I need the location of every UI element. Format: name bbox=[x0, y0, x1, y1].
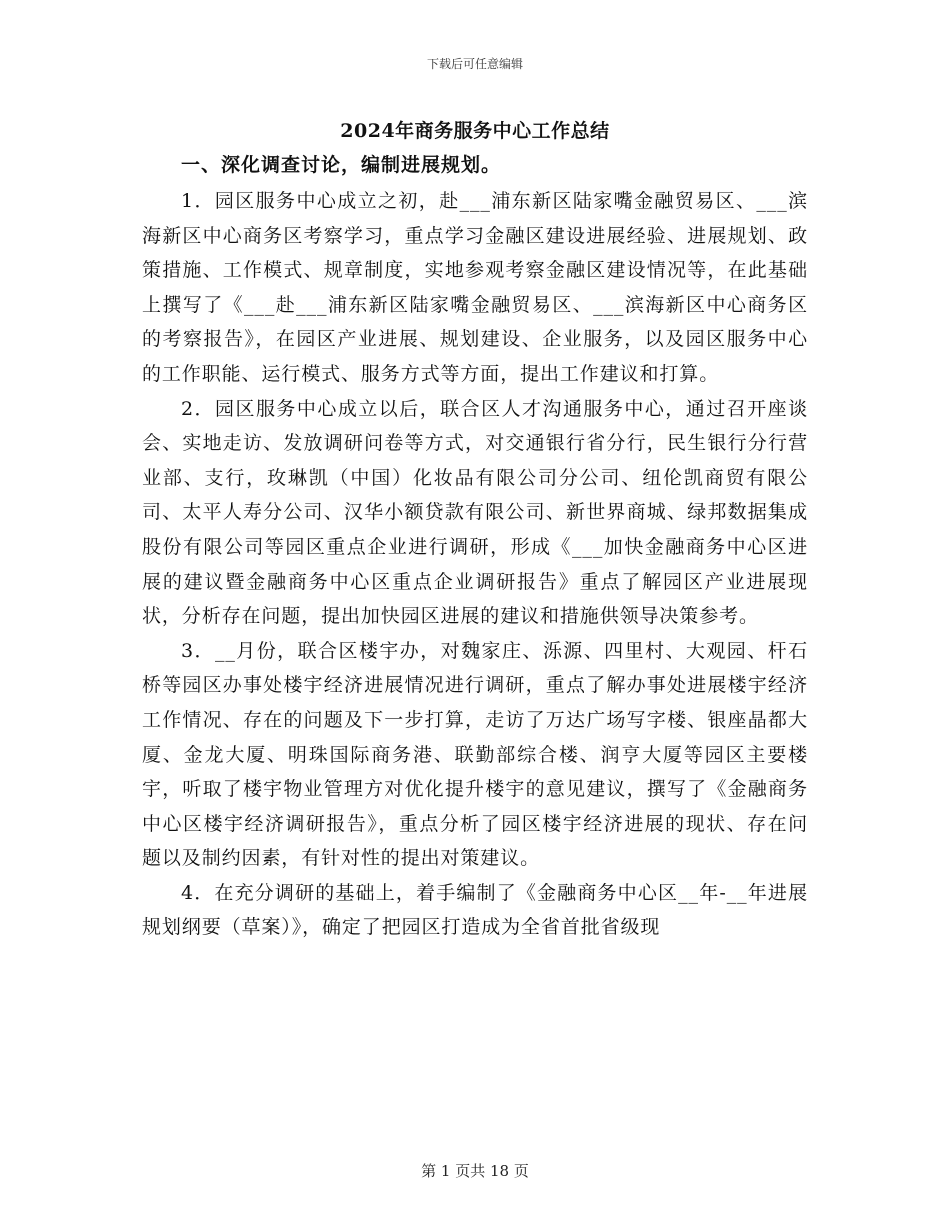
paragraph-1: 1．园区服务中心成立之初，赴___浦东新区陆家嘴金融贸易区、___滨海新区中心商务区考察学习，重点学习金融区建设进展经验、进展规划、政策措施、工作模式、规章制度，实地参观考察金融区建设情况等，在此基础上撰写了《___赴___浦东新区陆家嘴金融贸易区、___滨海新区中心商务区的考察报告》，在园区产业进展、规划建设、企业服务，以及园区服务中心的工作职能、运行模式、服务方式等方面，提出工作建议和打算。 bbox=[142, 190, 808, 385]
paragraph-2: 2．园区服务中心成立以后，联合区人才沟通服务中心，通过召开座谈会、实地走访、发放调研问卷等方式，对交通银行省分行，民生银行分行营业部、支行，玫琳凯（中国）化妆品有限公司分公司、纽伦凯商贸有限公司、太平人寿分公司、汉华小额贷款有限公司、新世界商城、绿邦数据集成股份有限公司等园区重点企业进行调研，形成《___加快金融商务中心区进展的建议暨金融商务中心区重点企业调研报告》重点了解园区产业进展现状，分析存在问题，提出加快园区进展的建议和措施供领导决策参考。 bbox=[142, 397, 808, 628]
document-title: 2024年商务服务中心工作总结 bbox=[340, 120, 610, 142]
page-number-footer: 第 1 页共 18 页 bbox=[421, 1162, 529, 1180]
paragraph-3: 3．__月份，联合区楼宇办，对魏家庄、泺源、四里村、大观园、杆石桥等园区办事处楼宇经济进展情况进行调研，重点了解办事处进展楼宇经济工作情况、存在的问题及下一步打算，走访了万达广场写字楼、银座晶都大厦、金龙大厦、明珠国际商务港、联勤部综合楼、润亨大厦等园区主要楼宇，听取了楼宇物业管理方对优化提升楼宇的意见建议，撰写了《金融商务中心区楼宇经济调研报告》，重点分析了园区楼宇经济进展的现状、存在问题以及制约因素，有针对性的提出对策建议。 bbox=[142, 639, 808, 870]
document-body bbox=[142, 184, 808, 945]
paragraph-4: 4．在充分调研的基础上，着手编制了《金融商务中心区__年-__年进展规划纲要（草案）》，确定了把园区打造成为全省首批省级现 bbox=[142, 881, 808, 939]
header-note: 下载后可任意编辑 bbox=[426, 57, 523, 71]
section-heading: 一、深化调查讨论，编制进展规划。 bbox=[181, 154, 502, 176]
